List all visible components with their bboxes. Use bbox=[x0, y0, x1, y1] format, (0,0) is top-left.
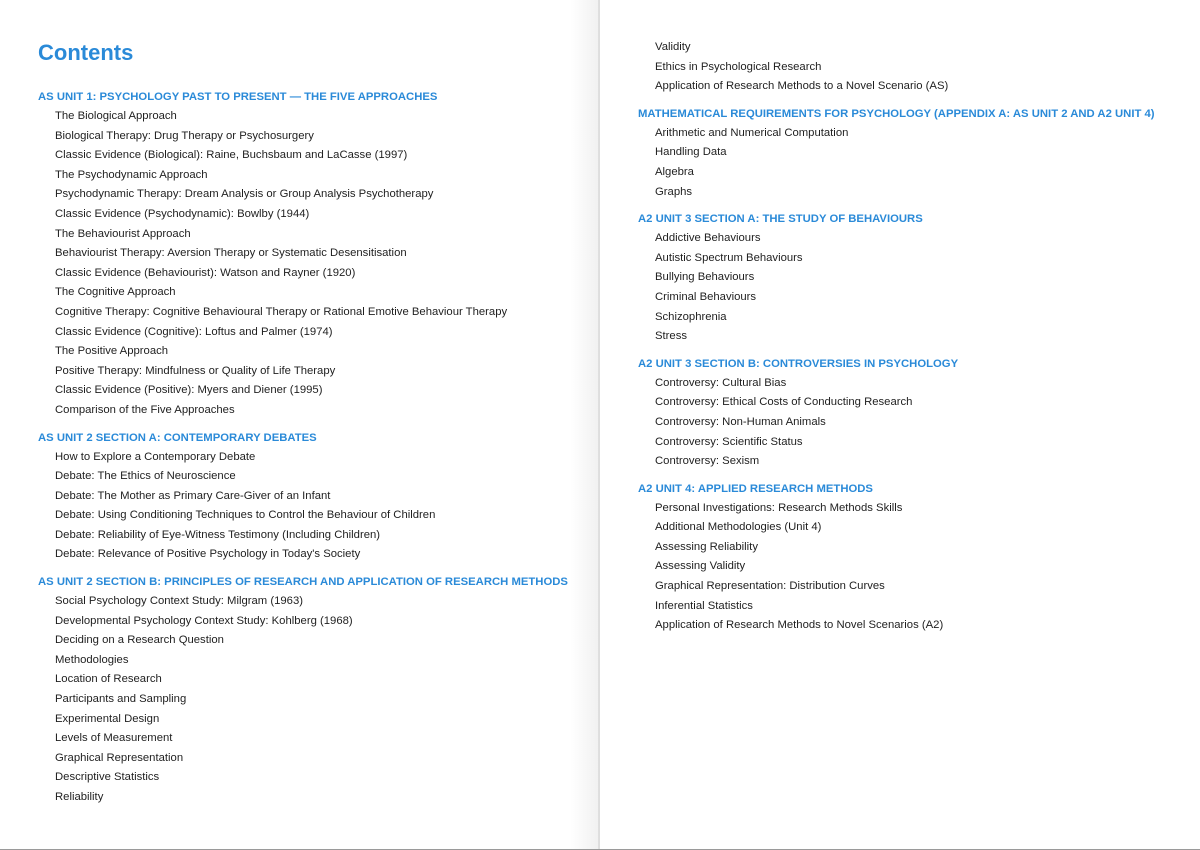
toc-entry[interactable]: Reliability bbox=[55, 791, 104, 803]
toc-entry[interactable]: Assessing Validity bbox=[655, 560, 746, 573]
toc-entry[interactable]: How to Explore a Contemporary Debate bbox=[55, 450, 256, 463]
toc-entry[interactable]: Experimental Design bbox=[55, 712, 160, 725]
toc-entry[interactable]: Personal Investigations: Research Methods Skills bbox=[655, 501, 903, 514]
toc-entry[interactable]: Deciding on a Research Question bbox=[55, 634, 224, 647]
toc-section-heading: AS UNIT 2 SECTION A: CONTEMPORARY DEBATES bbox=[38, 431, 317, 444]
toc-section-heading: A2 UNIT 4: APPLIED RESEARCH METHODS bbox=[638, 482, 873, 495]
toc-left-column bbox=[38, 88, 578, 808]
toc-entry[interactable]: Additional Methodologies (Unit 4) bbox=[655, 521, 822, 534]
toc-entry[interactable]: Debate: Using Conditioning Techniques to Control the Behaviour of Children bbox=[55, 509, 436, 522]
toc-entry[interactable]: Validity bbox=[655, 41, 691, 53]
toc-section-heading: MATHEMATICAL REQUIREMENTS FOR PSYCHOLOGY (APPENDIX A: AS UNIT 2 AND A2 UNIT 4) bbox=[638, 107, 1155, 120]
toc-entry[interactable]: Classic Evidence (Behaviourist): Watson and Rayner (1920) bbox=[55, 266, 356, 279]
toc-entry[interactable]: Classic Evidence (Positive): Myers and Diener (1995) bbox=[55, 384, 323, 397]
toc-entry[interactable]: Application of Research Methods to Novel Scenarios (A2) bbox=[655, 619, 944, 632]
toc-entry[interactable]: Classic Evidence (Cognitive): Loftus and Palmer (1974) bbox=[55, 325, 333, 338]
toc-entry[interactable]: Autistic Spectrum Behaviours bbox=[655, 251, 803, 264]
toc-entry[interactable]: Positive Therapy: Mindfulness or Quality of Life Therapy bbox=[55, 364, 336, 377]
toc-entry[interactable]: Classic Evidence (Biological): Raine, Buchsbaum and LaCasse (1997) bbox=[55, 149, 408, 162]
toc-entry[interactable]: The Biological Approach bbox=[55, 110, 177, 122]
toc-section-heading: AS UNIT 1: PSYCHOLOGY PAST TO PRESENT — THE FIVE APPROACHES bbox=[38, 91, 438, 103]
toc-entry[interactable]: Social Psychology Context Study: Milgram (1963) bbox=[55, 595, 304, 608]
toc-entry[interactable]: Criminal Behaviours bbox=[655, 290, 757, 303]
toc-entry[interactable]: Ethics in Psychological Research bbox=[655, 60, 822, 73]
toc-right-column bbox=[638, 38, 1178, 636]
toc-entry[interactable]: Location of Research bbox=[55, 673, 162, 686]
toc-entry[interactable]: Debate: Reliability of Eye-Witness Testimony (Including Children) bbox=[55, 528, 381, 541]
toc-entry[interactable]: Controversy: Non-Human Animals bbox=[655, 415, 826, 428]
toc-entry[interactable]: The Positive Approach bbox=[55, 345, 169, 358]
toc-entry[interactable]: Bullying Behaviours bbox=[655, 271, 755, 284]
toc-entry[interactable]: Schizophrenia bbox=[655, 310, 727, 323]
toc-entry[interactable]: Participants and Sampling bbox=[55, 693, 187, 706]
toc-entry[interactable]: Developmental Psychology Context Study: Kohlberg (1968) bbox=[55, 614, 353, 627]
toc-entry[interactable]: Debate: The Mother as Primary Care-Giver of an Infant bbox=[55, 489, 331, 502]
toc-entry[interactable]: Controversy: Scientific Status bbox=[655, 435, 803, 448]
toc-entry[interactable]: Arithmetic and Numerical Computation bbox=[655, 126, 849, 139]
toc-entry[interactable]: Classic Evidence (Psychodynamic): Bowlby (1944) bbox=[55, 207, 310, 220]
toc-entry[interactable]: Application of Research Methods to a Novel Scenario (AS) bbox=[655, 80, 949, 93]
toc-entry[interactable]: Graphical Representation: Distribution Curves bbox=[655, 580, 885, 593]
toc-entry[interactable]: Descriptive Statistics bbox=[55, 771, 160, 784]
toc-entry[interactable]: The Psychodynamic Approach bbox=[55, 168, 208, 181]
toc-entry[interactable]: Stress bbox=[655, 330, 688, 343]
toc-entry[interactable]: Biological Therapy: Drug Therapy or Psychosurgery bbox=[55, 129, 314, 142]
toc-entry[interactable]: The Cognitive Approach bbox=[55, 286, 176, 299]
toc-entry[interactable]: Debate: The Ethics of Neuroscience bbox=[55, 470, 236, 483]
page-title: Contents bbox=[38, 40, 134, 65]
toc-entry[interactable]: Levels of Measurement bbox=[55, 732, 173, 745]
toc-entry[interactable]: Algebra bbox=[655, 165, 694, 178]
toc-section-heading: AS UNIT 2 SECTION B: PRINCIPLES OF RESEARCH AND APPLICATION OF RESEARCH METHODS bbox=[38, 576, 568, 589]
toc-entry[interactable]: Addictive Behaviours bbox=[655, 232, 761, 245]
toc-entry[interactable]: Psychodynamic Therapy: Dream Analysis or Group Analysis Psychotherapy bbox=[55, 188, 434, 201]
toc-entry[interactable]: Inferential Statistics bbox=[655, 599, 753, 612]
toc-entry[interactable]: Graphical Representation bbox=[55, 751, 184, 764]
toc-entry[interactable]: Comparison of the Five Approaches bbox=[55, 403, 235, 416]
toc-entry[interactable]: The Behaviourist Approach bbox=[55, 227, 191, 240]
toc-entry[interactable]: Handling Data bbox=[655, 146, 727, 159]
toc-entry[interactable]: Assessing Reliability bbox=[655, 540, 758, 553]
toc-entry[interactable]: Controversy: Ethical Costs of Conducting Research bbox=[655, 396, 913, 409]
toc-entry[interactable]: Controversy: Sexism bbox=[655, 455, 760, 468]
toc-section-heading: A2 UNIT 3 SECTION B: CONTROVERSIES IN PSYCHOLOGY bbox=[638, 357, 959, 370]
toc-entry[interactable]: Cognitive Therapy: Cognitive Behavioural Therapy or Rational Emotive Behaviour Therapy bbox=[55, 305, 508, 318]
toc-entry[interactable]: Graphs bbox=[655, 185, 693, 198]
toc-entry[interactable]: Methodologies bbox=[55, 653, 129, 666]
toc-entry[interactable]: Debate: Relevance of Positive Psychology in Today's Society bbox=[55, 548, 361, 561]
toc-entry[interactable]: Behaviourist Therapy: Aversion Therapy or Systematic Desensitisation bbox=[55, 247, 407, 260]
toc-entry[interactable]: Controversy: Cultural Bias bbox=[655, 376, 787, 389]
toc-section-heading: A2 UNIT 3 SECTION A: THE STUDY OF BEHAVIOURS bbox=[638, 213, 923, 226]
